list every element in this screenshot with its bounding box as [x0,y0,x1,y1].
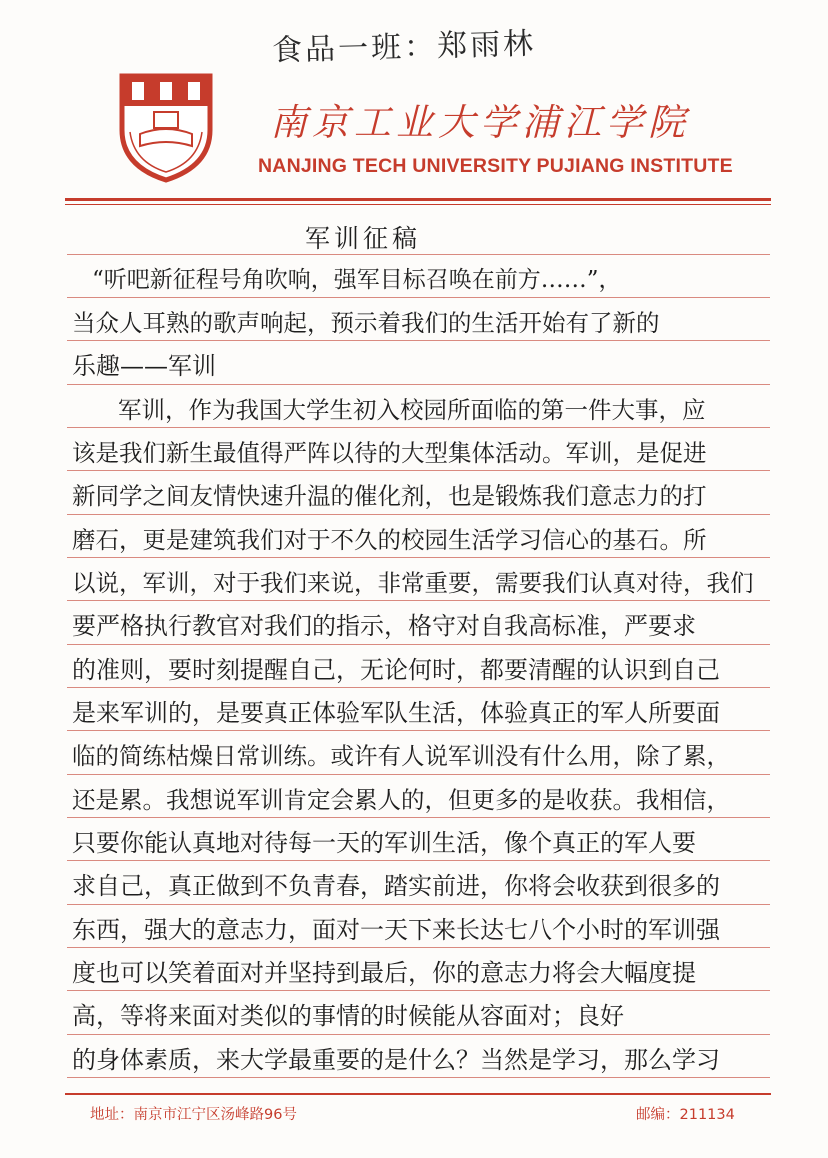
essay-line: 新同学之间友情快速升温的催化剂，也是锻炼我们意志力的打 [72,482,707,510]
ruled-line [67,384,770,385]
essay-line: 当众人耳熟的歌声响起，预示着我们的生活开始有了新的 [72,309,660,337]
ruled-line [67,557,770,558]
essay-line: 是来军训的，是要真正体验军队生活，体验真正的军人所要面 [72,699,720,727]
essay-line: 的身体素质，来大学最重要的是什么？当然是学习，那么学习 [72,1046,720,1074]
essay-line: 以说，军训，对于我们来说，非常重要，需要我们认真对待，我们 [72,569,754,597]
essay-line: 乐趣——军训 [72,352,216,380]
ruled-line [67,644,770,645]
ruled-line [67,514,770,515]
essay-line: 该是我们新生最值得严阵以待的大型集体活动。军训，是促进 [72,439,707,467]
ruled-line [67,1034,770,1035]
essay-line: 高，等将来面对类似的事情的时候能从容面对；良好 [72,1002,624,1030]
author-class-note: 食品一班：郑雨林 [271,26,537,69]
ruled-line [67,470,770,471]
essay-line: 军训，作为我国大学生初入校园所面临的第一件大事，应 [118,396,706,424]
ruled-line [67,990,770,991]
ruled-line [67,687,770,688]
essay-line: 临的简练枯燥日常训练。或许有人说军训没有什么用，除了累， [72,742,730,770]
footer-address: 地址：南京市江宁区汤峰路96号 [90,1107,297,1123]
essay-line: 只要你能认真地对待每一天的军训生活，像个真正的军人要 [72,829,696,857]
footer-divider [65,1093,771,1095]
ruled-line [67,904,770,905]
ruled-line [67,947,770,948]
essay-line: 求自己，真正做到不负青春，踏实前进，你将会收获到很多的 [72,872,720,900]
header-divider-thin [65,204,771,205]
header-divider [65,198,771,201]
ruled-line [67,817,770,818]
essay-line: 还是累。我想说军训肯定会累人的，但更多的是收获。我相信， [72,786,730,814]
ruled-line [67,340,770,341]
footer-postcode: 邮编：211134 [636,1107,735,1123]
university-seal-logo [116,72,216,184]
essay-line: 要严格执行教官对我们的指示，格守对自我高标准，严要求 [72,612,696,640]
essay-line: 东西，强大的意志力，面对一天下来长达七八个小时的军训强 [72,916,720,944]
essay-line: “听吧新征程号角吹响，强军目标召唤在前方……”， [92,267,622,293]
school-name-chinese: 南京工业大学浦江学院 [270,101,690,144]
essay-line: 度也可以笑着面对并坚持到最后，你的意志力将会大幅度提 [72,959,696,987]
essay-title: 军训征稿 [305,224,422,253]
ruled-line [67,774,770,775]
ruled-line [67,297,770,298]
ruled-line [67,427,770,428]
essay-line: 的准则，要时刻提醒自己，无论何时，都要清醒的认识到自己 [72,656,720,684]
ruled-line [67,730,770,731]
ruled-line [67,860,770,861]
school-name-english: NANJING TECH UNIVERSITY PUJIANG INSTITUTE [258,155,733,177]
ruled-line [67,600,770,601]
ruled-line [67,1077,770,1078]
essay-line: 磨石，更是建筑我们对于不久的校园生活学习信心的基石。所 [72,526,707,554]
